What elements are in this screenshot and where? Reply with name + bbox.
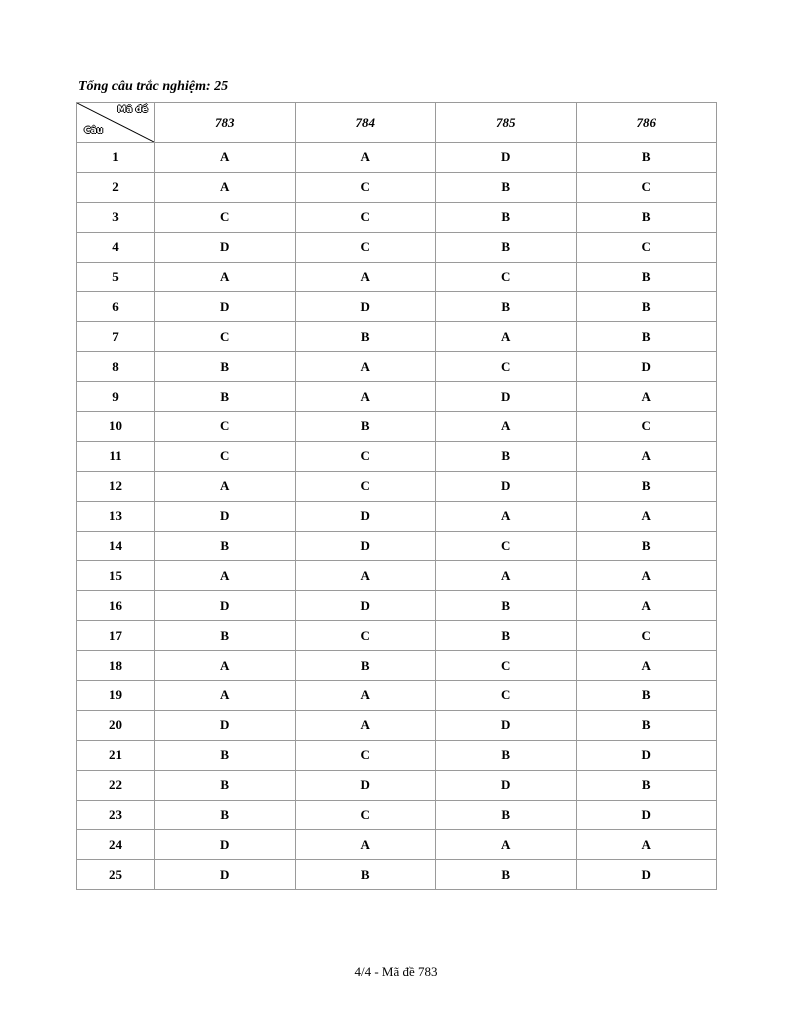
answer-cell: C: [436, 262, 577, 292]
question-number: 6: [77, 292, 155, 322]
answer-key-title: Tổng câu trắc nghiệm: 25: [78, 79, 229, 94]
answer-cell: D: [295, 531, 436, 561]
answer-cell: B: [576, 322, 717, 352]
answer-cell: A: [155, 651, 296, 681]
answer-cell: B: [436, 172, 577, 202]
answer-cell: D: [155, 591, 296, 621]
answer-cell: B: [155, 352, 296, 382]
exam-code-header: 784: [295, 103, 436, 143]
answer-cell: D: [436, 382, 577, 412]
table-row: [77, 172, 717, 202]
answer-cell: A: [576, 561, 717, 591]
table-row: [77, 860, 717, 890]
answer-cell: A: [436, 412, 577, 442]
answer-cell: D: [295, 292, 436, 322]
answer-cell: B: [295, 322, 436, 352]
answer-cell: D: [576, 800, 717, 830]
table-row: [77, 710, 717, 740]
table-row: [77, 352, 717, 382]
answer-cell: C: [155, 412, 296, 442]
answer-cell: B: [155, 531, 296, 561]
answer-cell: B: [436, 202, 577, 232]
table-row: [77, 412, 717, 442]
answer-cell: C: [295, 441, 436, 471]
answer-cell: C: [155, 441, 296, 471]
table-row: [77, 740, 717, 770]
answer-cell: A: [155, 681, 296, 711]
answer-cell: B: [295, 860, 436, 890]
answer-cell: A: [155, 172, 296, 202]
exam-code-header: 785: [436, 103, 577, 143]
exam-code-header: 783: [155, 103, 296, 143]
answer-cell: D: [295, 770, 436, 800]
answer-cell: A: [295, 830, 436, 860]
answer-cell: B: [436, 232, 577, 262]
answer-cell: B: [155, 621, 296, 651]
answer-cell: B: [436, 800, 577, 830]
answer-cell: C: [576, 621, 717, 651]
answer-cell: B: [576, 681, 717, 711]
answer-cell: D: [436, 710, 577, 740]
answer-cell: D: [295, 501, 436, 531]
question-number: 7: [77, 322, 155, 352]
answer-cell: B: [576, 292, 717, 322]
answer-cell: A: [436, 501, 577, 531]
page-footer: 4/4 - Mã đề 783: [354, 964, 438, 979]
answer-rows: [77, 143, 717, 890]
question-number: 1: [77, 143, 155, 173]
answer-cell: A: [155, 561, 296, 591]
answer-cell: C: [295, 800, 436, 830]
answer-cell: A: [436, 830, 577, 860]
answer-cell: D: [155, 501, 296, 531]
answer-cell: A: [295, 382, 436, 412]
table-row: [77, 382, 717, 412]
answer-cell: D: [436, 143, 577, 173]
answer-cell: B: [155, 740, 296, 770]
table-row: [77, 800, 717, 830]
answer-cell: D: [295, 591, 436, 621]
answer-cell: C: [576, 232, 717, 262]
table-row: [77, 202, 717, 232]
question-number: 17: [77, 621, 155, 651]
question-number: 2: [77, 172, 155, 202]
exam-code-corner-label: Mã đề: [117, 105, 148, 115]
header-row: [77, 103, 717, 143]
answer-cell: B: [436, 292, 577, 322]
answer-cell: C: [436, 352, 577, 382]
question-number: 16: [77, 591, 155, 621]
question-number: 3: [77, 202, 155, 232]
answer-cell: B: [576, 202, 717, 232]
question-number: 23: [77, 800, 155, 830]
answer-key-table: [76, 102, 717, 890]
answer-cell: D: [155, 830, 296, 860]
table-row: [77, 561, 717, 591]
answer-cell: A: [436, 322, 577, 352]
answer-cell: C: [295, 202, 436, 232]
corner-header-cell: [77, 103, 155, 143]
answer-cell: B: [436, 441, 577, 471]
table-row: [77, 262, 717, 292]
answer-cell: B: [436, 860, 577, 890]
answer-cell: C: [576, 172, 717, 202]
answer-cell: C: [576, 412, 717, 442]
answer-cell: C: [295, 740, 436, 770]
answer-cell: C: [436, 531, 577, 561]
answer-cell: C: [295, 232, 436, 262]
answer-cell: A: [155, 471, 296, 501]
question-number: 4: [77, 232, 155, 262]
answer-cell: B: [436, 621, 577, 651]
answer-cell: A: [295, 681, 436, 711]
answer-cell: B: [295, 651, 436, 681]
table-row: [77, 232, 717, 262]
question-number: 19: [77, 681, 155, 711]
answer-cell: D: [576, 740, 717, 770]
answer-cell: A: [576, 830, 717, 860]
question-number: 9: [77, 382, 155, 412]
question-number: 13: [77, 501, 155, 531]
answer-cell: B: [576, 262, 717, 292]
table-row: [77, 591, 717, 621]
answer-cell: C: [295, 172, 436, 202]
question-number: 15: [77, 561, 155, 591]
question-number: 12: [77, 471, 155, 501]
answer-cell: D: [576, 352, 717, 382]
question-number: 8: [77, 352, 155, 382]
answer-cell: A: [436, 561, 577, 591]
answer-cell: C: [436, 651, 577, 681]
table-row: [77, 531, 717, 561]
answer-cell: A: [576, 382, 717, 412]
question-number: 18: [77, 651, 155, 681]
answer-cell: B: [155, 800, 296, 830]
answer-cell: A: [576, 651, 717, 681]
table-row: [77, 651, 717, 681]
answer-cell: A: [576, 501, 717, 531]
answer-cell: C: [295, 471, 436, 501]
question-number: 11: [77, 441, 155, 471]
question-corner-label: Câu: [84, 126, 104, 136]
question-number: 22: [77, 770, 155, 800]
answer-cell: A: [295, 143, 436, 173]
table-row: [77, 441, 717, 471]
answer-cell: D: [576, 860, 717, 890]
answer-cell: D: [155, 710, 296, 740]
answer-cell: B: [436, 740, 577, 770]
answer-cell: A: [295, 710, 436, 740]
answer-cell: C: [295, 621, 436, 651]
question-number: 5: [77, 262, 155, 292]
table-row: [77, 501, 717, 531]
answer-cell: A: [295, 352, 436, 382]
question-number: 21: [77, 740, 155, 770]
answer-cell: C: [155, 202, 296, 232]
answer-cell: B: [576, 471, 717, 501]
answer-cell: A: [295, 561, 436, 591]
question-number: 20: [77, 710, 155, 740]
answer-cell: B: [576, 143, 717, 173]
answer-cell: D: [155, 860, 296, 890]
answer-cell: B: [576, 710, 717, 740]
table-row: [77, 143, 717, 173]
answer-cell: D: [436, 770, 577, 800]
answer-cell: D: [436, 471, 577, 501]
answer-cell: A: [155, 262, 296, 292]
question-number: 10: [77, 412, 155, 442]
answer-cell: D: [155, 232, 296, 262]
answer-cell: B: [576, 770, 717, 800]
table-row: [77, 322, 717, 352]
answer-cell: D: [155, 292, 296, 322]
answer-cell: B: [576, 531, 717, 561]
table-row: [77, 770, 717, 800]
answer-cell: A: [155, 143, 296, 173]
table-row: [77, 471, 717, 501]
answer-cell: A: [576, 441, 717, 471]
question-number: 24: [77, 830, 155, 860]
question-number: 14: [77, 531, 155, 561]
table-row: [77, 292, 717, 322]
answer-cell: C: [436, 681, 577, 711]
question-number: 25: [77, 860, 155, 890]
answer-cell: A: [576, 591, 717, 621]
answer-cell: B: [155, 382, 296, 412]
table-row: [77, 681, 717, 711]
answer-cell: B: [155, 770, 296, 800]
answer-cell: B: [295, 412, 436, 442]
answer-cell: C: [155, 322, 296, 352]
table-row: [77, 830, 717, 860]
exam-code-header: 786: [576, 103, 717, 143]
answer-cell: B: [436, 591, 577, 621]
answer-cell: A: [295, 262, 436, 292]
table-row: [77, 621, 717, 651]
